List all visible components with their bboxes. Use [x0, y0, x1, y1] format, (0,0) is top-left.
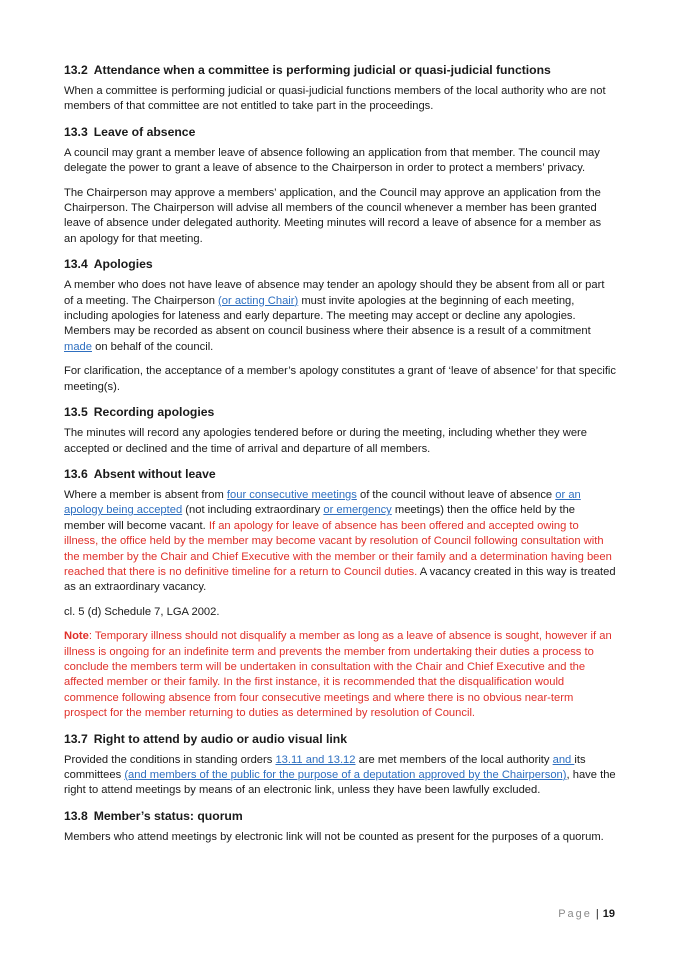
- text-run: meetings) then the office held by the member will become vacant.: [64, 504, 576, 532]
- section-number: 13.8: [64, 808, 88, 823]
- page-word: Page: [558, 908, 592, 920]
- section-13-3: [64, 124, 616, 247]
- note-text: : Temporary illness should not disqualify a member as long as a leave of absence is sought, however if an illness is ongoing for an indefinite term and prevents the member from undertaking their duties a process to conclude the members term will be undertaken in consultation with the Chair and Chief Executive and the affected member or their family. In the first instance, it is recommended that the disqualification would commence following absence from four consecutive meetings and where there is no obvious near-term prospect for the member returning to duties as determined by resolution of Council.: [64, 630, 612, 720]
- text-run: Provided the conditions in standing orders: [64, 753, 276, 766]
- text-run: Where a member is absent from: [64, 488, 227, 501]
- paragraph: [64, 753, 616, 799]
- inserted-text: and: [552, 753, 575, 766]
- legal-reference: cl. 5 (d) Schedule 7, LGA 2002.: [64, 605, 220, 618]
- section-number: 13.4: [64, 257, 88, 272]
- paragraph: Members who attend meetings by electronic link will not be counted as present for the purposes of a quorum.: [64, 830, 604, 843]
- text-run: (not including extraordinary: [182, 504, 324, 517]
- paragraph: The Chairperson may approve a members’ application, and the Council may approve an application from the Chairperson. The Chairperson will advise all members of the council whenever a member has been granted leave of absence under delegated authority. Meeting minutes will record a leave of absence for a member as an apology for that meeting.: [64, 186, 602, 245]
- section-heading: [64, 808, 616, 824]
- section-title: Right to attend by audio or audio visual link: [93, 731, 347, 746]
- paragraph: [64, 488, 616, 596]
- text-run: its committees: [64, 753, 586, 781]
- text-run: A member who does not have leave of absence may tender an apology should they be absent from all or part of a meeting. The Chairperson: [64, 279, 605, 307]
- text-run: of the council without leave of absence: [356, 488, 556, 501]
- section-title: Attendance when a committee is performing judicial or quasi-judicial functions: [93, 63, 551, 77]
- paragraph: For clarification, the acceptance of a member’s apology constitutes a grant of ‘leave of absence’ for that specific meeting(s).: [64, 365, 617, 393]
- inserted-text: 13.11 and 13.12: [275, 753, 356, 766]
- inserted-text: (or acting Chair): [218, 294, 299, 307]
- paragraph: When a committee is performing judicial or quasi-judicial functions members of the local authority who are not members of that committee are not entitled to take part in the proceedings.: [64, 85, 606, 113]
- inserted-text: or emergency: [323, 504, 392, 517]
- note-paragraph: [64, 629, 616, 721]
- section-number: 13.6: [64, 466, 88, 481]
- section-title: Recording apologies: [93, 405, 215, 420]
- proposed-text: If an apology for leave of absence has been offered and accepted owing to illness, the office held by the member may become vacant by resolution of Council following consultation with the member by the Chair and Chief Executive with the member or their family and a determination having been reached that there is no definitive timeline for a return to Council duties.: [64, 519, 612, 578]
- inserted-text: or an apology being accepted: [64, 488, 581, 517]
- paragraph: A council may grant a member leave of absence following an application from that member. The council may delegate the power to grant a leave of absence to the Chairperson in order to protect a members’ privacy.: [64, 146, 600, 175]
- text-run: are met members of the local authority: [355, 753, 553, 766]
- section-heading: [64, 256, 616, 272]
- inserted-text: four consecutive meetings: [226, 488, 357, 501]
- section-13-2: [64, 62, 616, 115]
- paragraph: [64, 278, 616, 355]
- paragraph: The minutes will record any apologies tendered before or during the meeting, including whether they were accepted or declined and the time of arrival and departure of all members.: [64, 427, 588, 455]
- section-number: 13.7: [64, 731, 88, 746]
- page-number: 19: [602, 908, 615, 920]
- section-number: 13.2: [64, 63, 88, 77]
- text-run: on behalf of the council.: [92, 340, 214, 353]
- section-title: Member’s status: quorum: [93, 808, 243, 823]
- page-footer: [558, 908, 615, 920]
- text-run: A vacancy created in this way is treated as an extraordinary vacancy.: [64, 565, 616, 594]
- note-label: Note: [64, 630, 89, 643]
- section-heading: [64, 404, 616, 420]
- section-title: Apologies: [93, 257, 153, 272]
- section-title: Absent without leave: [93, 466, 216, 481]
- text-run: , have the right to attend meetings by means of an electronic link, unless they have been lawfully excluded.: [64, 769, 616, 797]
- section-number: 13.3: [64, 124, 88, 139]
- inserted-text: made: [64, 340, 92, 353]
- section-number: 13.5: [64, 405, 88, 420]
- section-13-6: [64, 466, 616, 722]
- section-heading: [64, 466, 616, 482]
- section-13-8: [64, 808, 616, 845]
- inserted-text: (and members of the public for the purpose of a deputation approved by the Chairperson): [124, 769, 567, 781]
- page-separator: |: [595, 908, 599, 920]
- section-13-7: [64, 731, 616, 799]
- section-13-4: [64, 256, 616, 395]
- section-heading: [64, 124, 616, 140]
- text-run: must invite apologies at the beginning of each meeting, including apologies for lateness and early departure. The meeting may accept or decline any apologies. Members may be recorded as absent on council business where their absence is a result of a commitment: [64, 294, 591, 338]
- document-page: [64, 62, 616, 854]
- section-heading: [64, 62, 616, 78]
- section-heading: [64, 731, 616, 747]
- section-title: Leave of absence: [93, 124, 196, 139]
- section-13-5: [64, 404, 616, 457]
